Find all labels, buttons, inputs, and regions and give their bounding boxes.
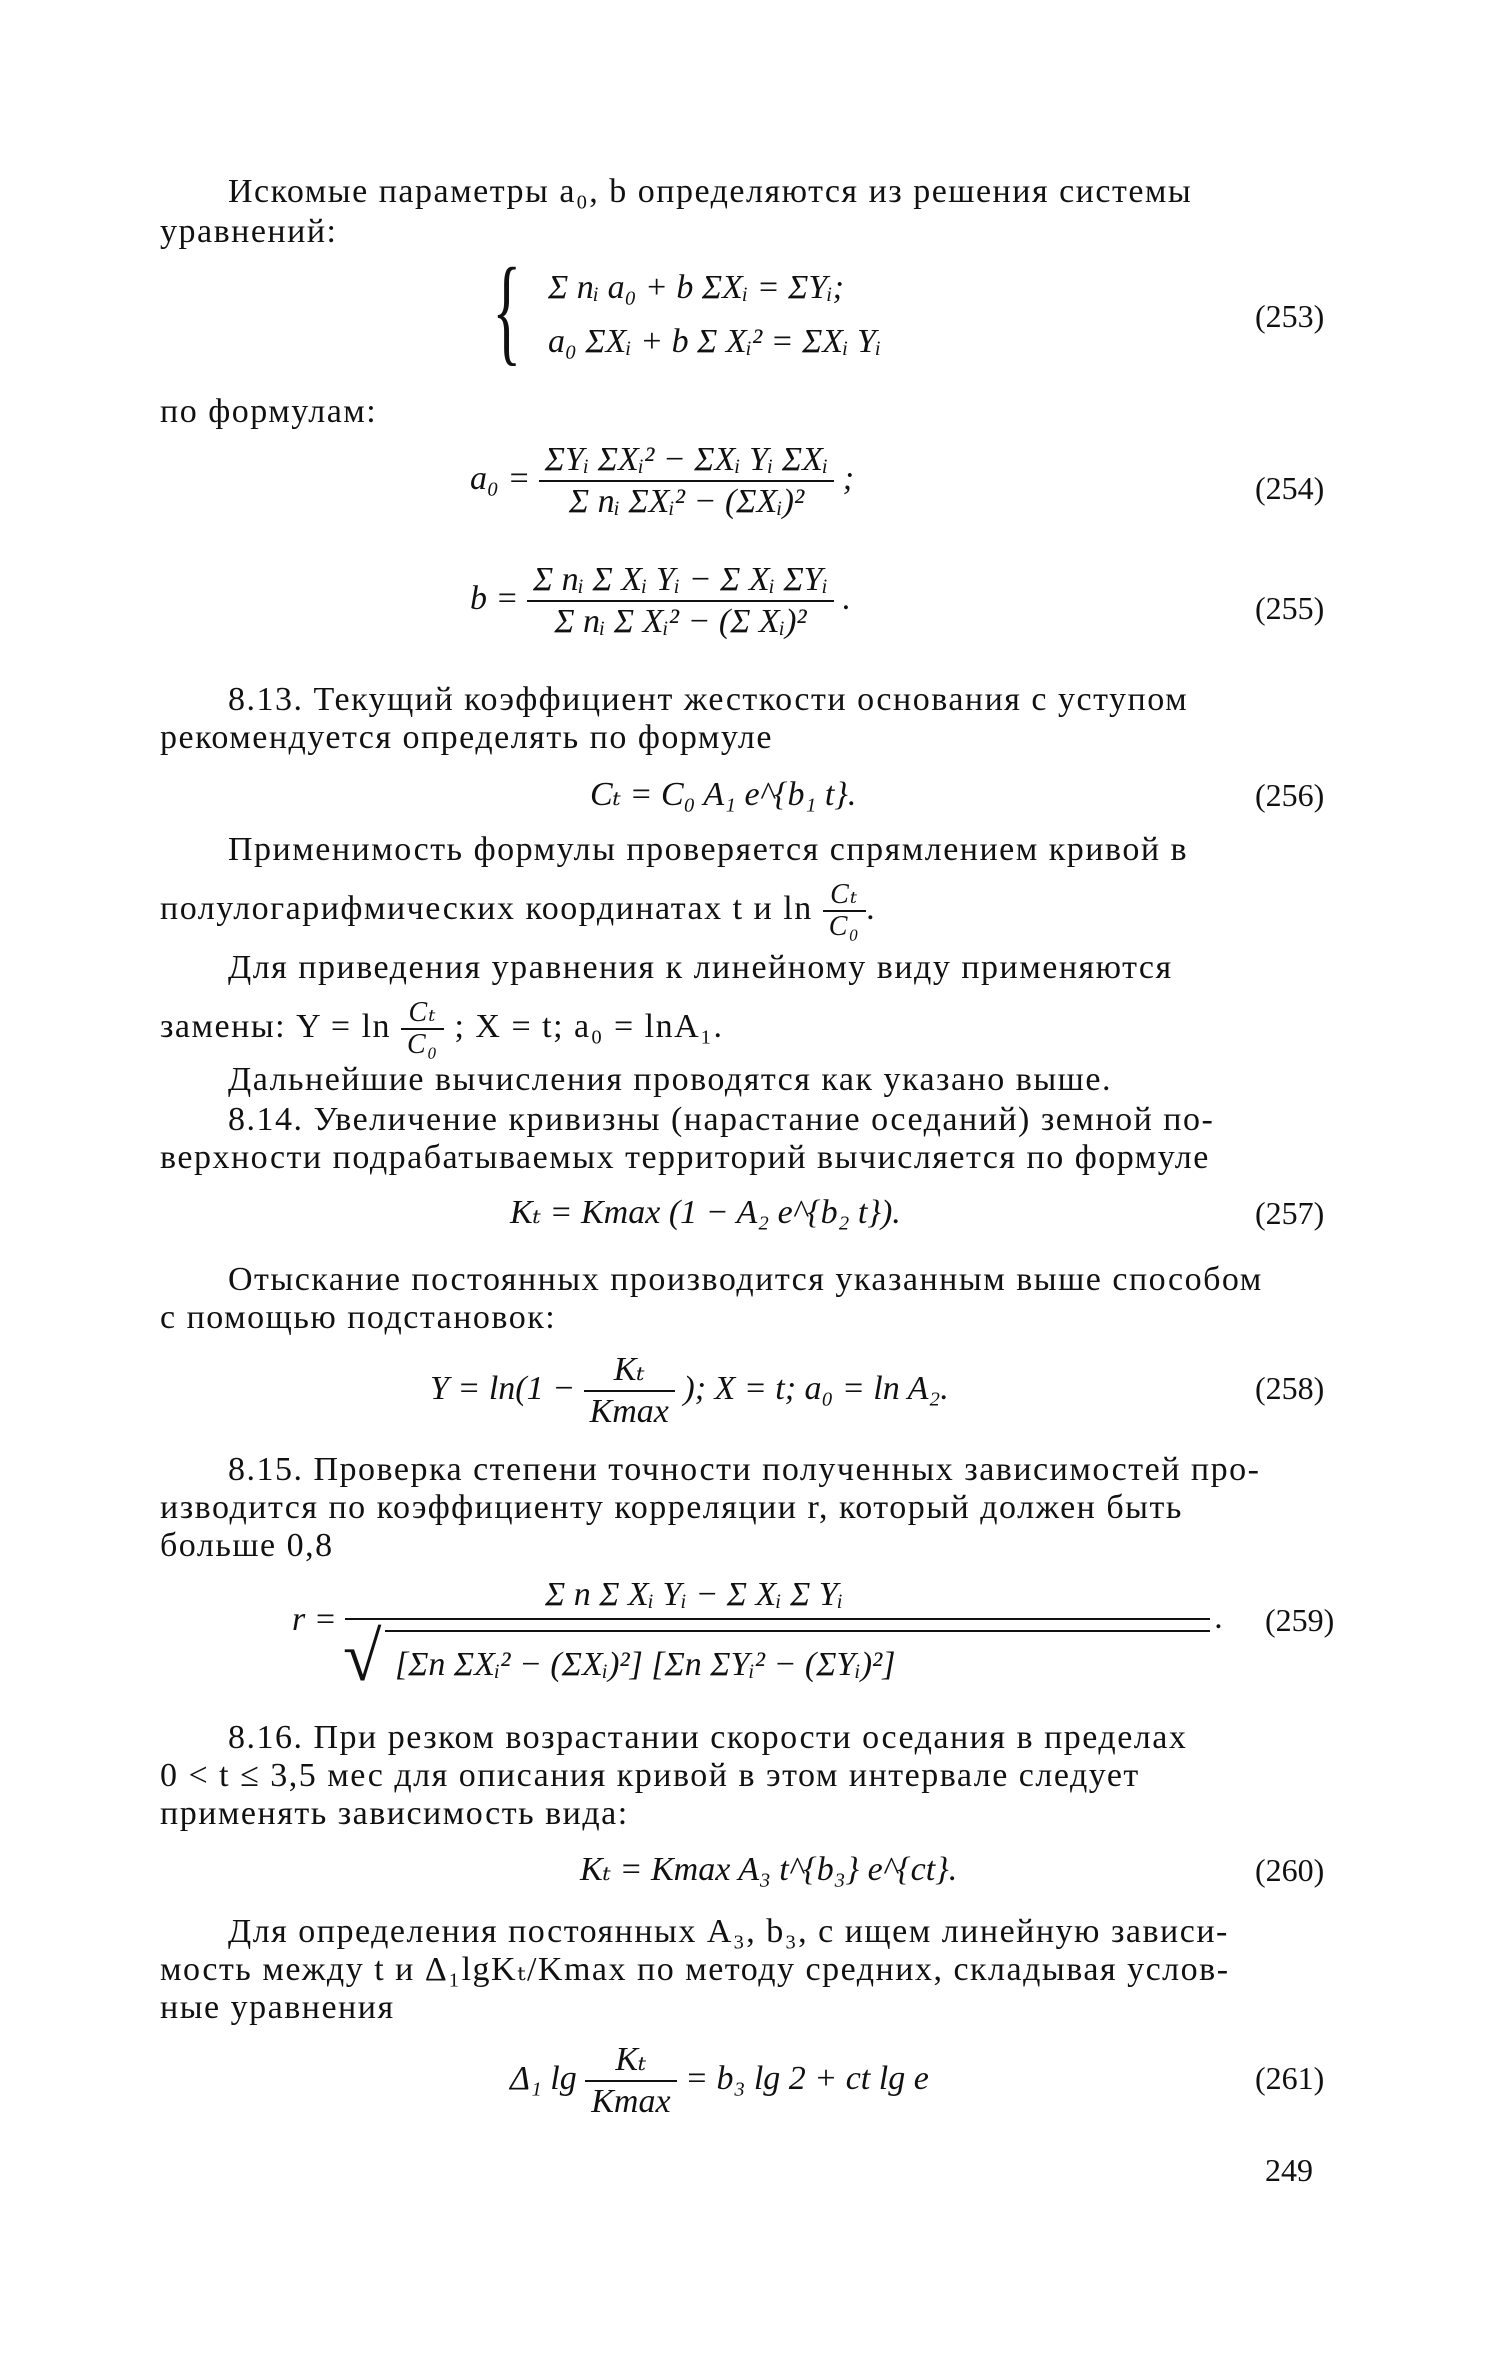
paragraph-text: замены: Y = ln bbox=[160, 1007, 392, 1045]
fraction-numerator: Kₜ bbox=[585, 2040, 676, 2082]
paragraph-line: полулогарифмических координатах t и ln $\frac{\text{Cₜ}}{\text{C₀}}$ . bbox=[160, 879, 877, 942]
page-number: 249 bbox=[1265, 2152, 1313, 2188]
equation-number: (259) bbox=[1265, 1602, 1335, 1638]
sqrt-overline bbox=[385, 1630, 1210, 1632]
section-8-14-line: 8.14. Увеличение кривизны (нарастание оседаний) земной по- bbox=[228, 1101, 1215, 1138]
equation-number: (253) bbox=[1255, 298, 1325, 334]
equation-tail: ; bbox=[842, 459, 855, 497]
equation-lhs: r = bbox=[292, 1601, 337, 1638]
equation-number: (257) bbox=[1255, 1195, 1325, 1231]
paragraph-line: больше 0,8 bbox=[160, 1527, 334, 1564]
equation-tail: . bbox=[1215, 1599, 1224, 1636]
equation-text: Δ₁ lg bbox=[510, 2059, 577, 2097]
paragraph-line: с помощью подстановок: bbox=[160, 1299, 557, 1336]
paragraph-line: мость между t и Δ₁lgKₜ/Kmax по методу средних, складывая услов- bbox=[160, 1951, 1230, 1988]
fraction-numerator: ΣYᵢ ΣXᵢ² − ΣXᵢ Yᵢ ΣXᵢ bbox=[539, 440, 834, 482]
fraction bbox=[584, 1350, 675, 1432]
paragraph-line: Дальнейшие вычисления проводятся как указано выше. bbox=[228, 1061, 1112, 1098]
equation-254 bbox=[470, 440, 854, 522]
equation-text: ); X = t; a₀ = ln A₂. bbox=[683, 1369, 949, 1407]
paragraph-line: по формулам: bbox=[160, 393, 378, 430]
paragraph-line: ные уравнения bbox=[160, 1989, 395, 2026]
fraction bbox=[401, 998, 444, 1060]
paragraph-line: рекомендуется определять по формуле bbox=[160, 719, 773, 756]
system-brace: { bbox=[492, 243, 522, 376]
equation-260: Kₜ = Kmax A₃ t^{b₃} e^{ct}. bbox=[580, 1851, 958, 1888]
equation-number: (254) bbox=[1255, 470, 1325, 506]
equation-text: = b₃ lg 2 + ct lg e bbox=[685, 2059, 929, 2097]
fraction bbox=[585, 2040, 676, 2122]
equation-number: (260) bbox=[1255, 1852, 1325, 1888]
fraction-denominator: Kmax bbox=[591, 2083, 671, 2120]
fraction-denominator: [Σn ΣXᵢ² − (ΣXᵢ)²] [Σn ΣYᵢ² − (ΣYᵢ)²] bbox=[395, 1646, 896, 1683]
equation-number: (261) bbox=[1255, 2060, 1325, 2096]
paragraph-text: ; X = t; a₀ = lnA₁. bbox=[454, 1007, 724, 1045]
paragraph-line: Для приведения уравнения к линейному виду применяются bbox=[228, 949, 1173, 986]
fraction-denominator: Kmax bbox=[589, 1393, 669, 1430]
paragraph-line: применять зависимость вида: bbox=[160, 1795, 629, 1832]
equation-257: Kₜ = Kmax (1 − A₂ e^{b₂ t}). bbox=[510, 1194, 901, 1231]
section-8-13-line: 8.13. Текущий коэффициент жесткости основания с уступом bbox=[228, 681, 1189, 718]
equation-number: (258) bbox=[1255, 1370, 1325, 1406]
paragraph-line: Отыскание постоянных производится указанным выше способом bbox=[228, 1261, 1263, 1298]
paragraph-line: Искомые параметры a₀, b определяются из решения системы bbox=[228, 173, 1193, 210]
equation-text: Y = ln(1 − bbox=[430, 1369, 576, 1407]
fraction-denominator: C₀ bbox=[407, 1029, 439, 1060]
equation-number: (256) bbox=[1255, 777, 1325, 813]
section-8-16-line: 8.16. При резком возрастании скорости оседания в пределах bbox=[228, 1719, 1188, 1756]
fraction-bar bbox=[345, 1618, 1210, 1620]
fraction-numerator: Σ n Σ Xᵢ Yᵢ − Σ Xᵢ Σ Yᵢ bbox=[545, 1576, 844, 1613]
paragraph-line: 0 < t ≤ 3,5 мес для описания кривой в этом интервале следует bbox=[160, 1757, 1140, 1794]
fraction-denominator: Σ nᵢ Σ Xᵢ² − (Σ Xᵢ)² bbox=[554, 603, 807, 640]
equation-253-line1: Σ nᵢ a₀ + b ΣXᵢ = ΣYᵢ; bbox=[548, 269, 844, 306]
paragraph-line bbox=[160, 998, 724, 1060]
equation-256: Cₜ = C₀ A₁ e^{b₁ t}. bbox=[590, 776, 857, 813]
paragraph-line: изводится по коэффициенту корреляции r, который должен быть bbox=[160, 1489, 1183, 1526]
fraction bbox=[539, 440, 834, 522]
paragraph-line: уравнений: bbox=[160, 213, 338, 250]
equation-261 bbox=[510, 2040, 929, 2122]
fraction-denominator: Σ nᵢ ΣXᵢ² − (ΣXᵢ)² bbox=[568, 483, 805, 520]
equation-lhs: a₀ = bbox=[470, 459, 531, 497]
sqrt-sign: √ bbox=[343, 1619, 382, 1696]
fraction-numerator: Kₜ bbox=[584, 1350, 675, 1392]
fraction-numerator: Σ nᵢ Σ Xᵢ Yᵢ − Σ Xᵢ ΣYᵢ bbox=[527, 560, 834, 602]
paragraph-line: верхности подрабатываемых территорий вычисляется по формуле bbox=[160, 1139, 1210, 1176]
section-8-15-line: 8.15. Проверка степени точности полученных зависимостей про- bbox=[228, 1451, 1261, 1488]
equation-255 bbox=[470, 560, 851, 642]
fraction bbox=[527, 560, 834, 642]
fraction-numerator: Cₜ bbox=[823, 880, 866, 912]
equation-lhs: b = bbox=[470, 579, 519, 617]
equation-tail: . bbox=[842, 579, 851, 617]
paragraph-line: Применимость формулы проверяется спрямлением кривой в bbox=[228, 831, 1189, 868]
fraction-denominator: C₀ bbox=[828, 911, 861, 942]
fraction-numerator: Cₜ bbox=[401, 998, 444, 1030]
equation-number: (255) bbox=[1255, 590, 1325, 626]
equation-253-line2: a₀ ΣXᵢ + b Σ Xᵢ² = ΣXᵢ Yᵢ bbox=[548, 323, 882, 360]
fraction bbox=[823, 880, 866, 942]
paragraph-text: полулогарифмических координатах t и ln bbox=[160, 889, 813, 927]
paragraph-line: Для определения постоянных A₃, b₃, c ищем линейную зависи- bbox=[228, 1913, 1229, 1950]
equation-258 bbox=[430, 1350, 949, 1432]
